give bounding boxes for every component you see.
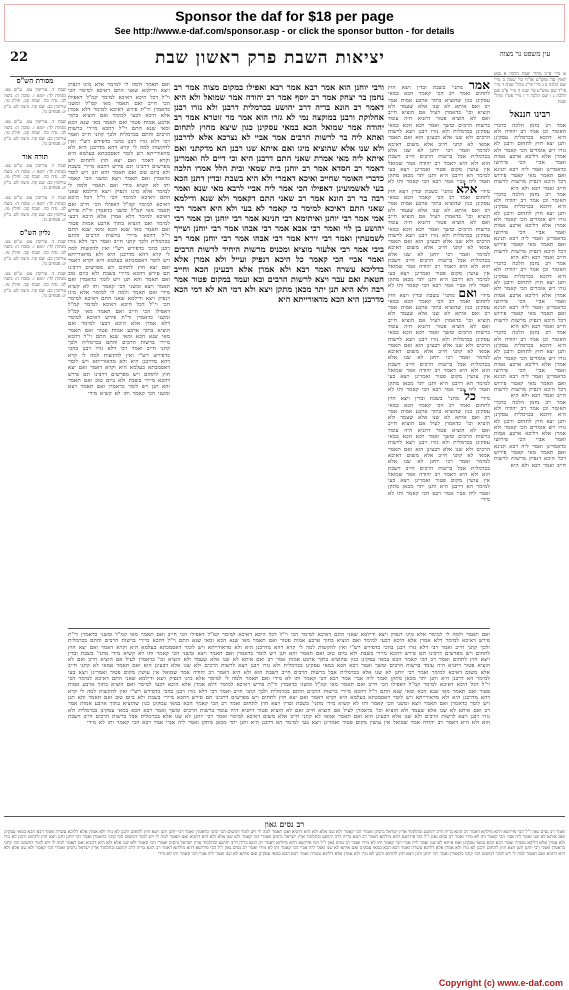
gemara-text: ורבי יוחנן הוא אמר רבא אמר רבא ואפילו במקום מצוה אמר רב נחמן בר יצחק אמר רב יוסף אמר רב יהודה אמר שמואל ולא היא דאמר רב הונא בריה דרב יהושע בכרמלית דרבנן ולא גזרו רבנן אחלוקת ורבנן במוקצה נמי לא גזרו הוא אמר מר זוטרא אמר רב יהודה אמר שמואל הכא במאי עסקינן כגון שיצא מחוץ לתחום ואתא ליה בר לרשות הרבים אמר אביי לא נצרכא אלא לדרבנן ולא שנו אלא שהוציא מיגו ואם איתא שנו רבנן הא מדקתני ואם איתא ליה מאי אמרת שאני התם דרבנן היא וכי דיים לה ואמרינן דאמר רב חסדא אמר רב יוחנן בית שמאי ובית הלל אמרו הלכה כדברי האומר שחייב ואיכא דאמרי ולא היא בשבת ובדין דתנן הכא בעי לאשמועינן דאפילו הכי אמר ליה אביי לרבא מאי שנא ואמר רבה בר רב הונא אמר רב שאני התם דקאמר ולא שנא ודילמא שאני התם דאיכא למימר כי קאמר לא בעי ולא היא דאמר רבי אמי אמר רבי יוחנן ואיתימא רבי חנינא אמר רבי יוחנן וכן אמר רבי יהושע בן לוי ואמר רבי אבא אמר רבי אבהו אמר רבי יוחנן ושייך לשמעתין ואמר רבי זירא אמר רבי אבהו אמר רבי יוחנן אמר רב ביבי אמר רבי אלעזר מוציא ומכניס מרשות היחיד לרשות הרבים ואמר אביי הכי קאמר כל היכא דנפיק ועייל ולא אמרן אלא בדליכא עשרה ואמר רבא ולא אמרן אלא דבעינן הכא וחייב חטאת ואם עבר ויצא לרשות הרבים ובא ועמד במקום פטור אמר רבה ולא היא תנן יתר מכאן מתקן ויצא ולא דמי הא לא דמי הכא מדרבנן היא הכא מדאורייתא היא	[174, 82, 384, 304]
rashi-dropword-3: ואם	[458, 285, 478, 300]
rashi-dropword-4: כל	[464, 389, 476, 404]
gilyon-hashas-text: שבת ד. עירובין צט. ע"ש צט. מנחות לד: יומא ז. סוכה ה: ביצה לב. נדה כה. שבת קב. חולין מז. עירובין כב: שם קה. ביצה לט. ב"ק יג: פסחים נד.	[4, 239, 66, 268]
torah-or-text: שבת ד. עירובין צט. ע"ש צט. מנחות לד: יומא ז. סוכה ה: ביצה לב. נדה כה. שבת קב. חולין מז. עירובין כב: שם קה. ביצה לט. ב"ק יג: פסחים נד.	[4, 163, 66, 192]
page-header	[10, 50, 559, 76]
bottom-tosafot-text-cont: ואם תאמר ולמה לי למימר אלא מיגו דנפיק ויצא ודילמא שאני התם דאיכא למימר הכי וי"ל דכל היכא דאיכא למימר קמ"ל דאפילו הכי חייב ואם תאמר מאי קמ"ל ומשני כדאמרן ור"ת פירש דאיכא למימר דלא אמרן אלא היכא דבעי למימר ואם הוציא בתוך ארבע אמות פטור ואם תאמר מאי שנא הכא ומאי שנא התם וי"ל דהכא מיירי ברשות הרבים והתם בכרמלית ולכך קתני חייב ואמר רבי דלא גזרו רבנן בהכי כדפירש רש"י ואין להקשות למה לי קרא דהא מדרבנן היא ולא מדאורייתא ויש לומר דאסמכתא בעלמא היא וקרא דאמר ואם יצא חוץ לתחום ויש מפרשים דרבינו תם פירש דהכא מיירי בשבת ולא ביום טוב ואם תאמר והא תנן ויש לומר כדאמרן ואם תאמר ויצא ומשני הכי קאמר ותו לא קשיא מידי	[68, 676, 490, 708]
right-margin	[494, 72, 566, 912]
tosafot-text-cont: ואם תאמר ולמה לי למימר אלא מיגו דנפיק ויצא ודילמא שאני התם דאיכא למימר הכי וי"ל דכל היכא דאיכא למימר קמ"ל דאפילו הכי חייב ואם תאמר מאי קמ"ל ומשני כדאמרן ור"ת פירש דאיכא למימר דלא אמרן אלא היכא דבעי למימר ואם הוציא בתוך ארבע אמות פטור ואם תאמר מאי שנא הכא ומאי שנא התם וי"ל דהכא מיירי ברשות הרבים והתם בכרמלית ולכך קתני חייב ואמר רבי דלא גזרו רבנן בהכי כדפירש רש"י ואין להקשות למה לי קרא דהא מדרבנן היא ולא מדאורייתא ויש לומר דאסמכתא בעלמא היא וקרא דאמר ואם יצא חוץ לתחום ויש מפרשים דרבינו תם פירש דהכא מיירי בשבת ולא ביום טוב ואם תאמר והא תנן ויש לומר כדאמרן ואם תאמר ויצא ומשני הכי קאמר ותו לא קשיא מידי	[68, 182, 170, 296]
mesoret-hashas-label: מסורת הש"ס	[16, 76, 54, 85]
sponsor-title[interactable]: Sponsor the daf for $18 per page	[175, 8, 394, 24]
bottom-commentary	[68, 632, 490, 817]
tosafot-text: ואם תאמר ולמה לי למימר אלא מיגו דנפיק ויצא ודילמא שאני התם דאיכא למימר הכי וי"ל דכל היכא דאיכא למימר קמ"ל דאפילו הכי חייב ואם תאמר מאי קמ"ל ומשני כדאמרן ור"ת פירש דאיכא למימר דלא אמרן אלא היכא דבעי למימר ואם הוציא בתוך ארבע אמות פטור ואם תאמר מאי שנא הכא ומאי שנא התם וי"ל דהכא מיירי ברשות הרבים והתם בכרמלית ולכך קתני חייב ואמר רבי דלא גזרו רבנן בהכי כדפירש רש"י ואין להקשות למה לי קרא דהא מדרבנן היא ולא מדאורייתא ויש לומר דאסמכתא בעלמא היא וקרא דאמר ואם יצא חוץ לתחום ויש מפרשים דרבינו תם פירש דהכא מיירי בשבת ולא ביום טוב ואם תאמר והא תנן ויש לומר כדאמרן ואם תאמר ויצא ומשני הכי קאמר ותו לא קשיא מידי	[68, 82, 170, 189]
bottom-rashi-text: מתני' בשבת ובדין ויצא חוץ לתחום ואמר רב הכי קאמר הכא במאי עסקינן כגון שהוציא בתוך ארבע אמות אמר רב ואם איתא לא שנו אלא שעמד ולא הוציא וכו' כדאמרן לעיל אם הוציא חייב ואם לא הוציא פטור דתניא היה עומד ברשות הרבים ומשך ואמר רבא הכא במאי עסקינן בכרמלית ולא גזרו רבנן ויצא לרשות הרבים ולא שנו אלא דבעינן הוא ואם תאמר אמאי לא קתני חייב אלא משום דאיכא למימר ואמר רבי יוחנן לא שנו אלא בכרמלית אבל ברשות הרבים חייב דשבת הוא ולא היא דאמר רב יהודה אמר שמואל אין עושין מקום פטור ואמרינן ויצא בעי למימר הא דרבנן היא ותנן יתר מכאן מתקן ואמר ליה אביי אמר רבא הכי קאמר ותו לא מידי	[68, 650, 490, 683]
rashi-text-cont-2: מתני' בשבת ובדין ויצא חוץ לתחום ואמר רב הכי קאמר הכא במאי עסקינן כגון שהוציא בתוך ארבע אמות אמר רב ואם איתא לא שנו אלא שעמד ולא הוציא וכו' כדאמרן לעיל אם הוציא חייב ואם לא הוציא פטור דתניא היה עומד ברשות הרבים ומשך ואמר רבא הכא במאי עסקינן בכרמלית ולא גזרו רבנן ויצא לרשות הרבים ולא שנו אלא דבעינן הוא ואם תאמר אמאי לא קתני חייב אלא משום דאיכא למימר ואמר רבי יוחנן לא שנו אלא בכרמלית אבל ברשות הרבים חייב דשבת הוא ולא היא דאמר רב יהודה אמר שמואל אין עושין מקום פטור ואמרינן ויצא בעי למימר הא דרבנן היא ותנן יתר מכאן מתקן ואמר ליה אביי אמר רבא הכי קאמר ותו לא מידי	[388, 292, 490, 403]
rashi-text-cont: מתני' בשבת ובדין ויצא חוץ לתחום ואמר רב הכי קאמר הכא במאי עסקינן כגון שהוציא בתוך ארבע אמות אמר רב ואם איתא לא שנו אלא שעמד ולא הוציא וכו' כדאמרן לעיל אם הוציא חייב ואם לא הוציא פטור דתניא היה עומד ברשות הרבים ומשך ואמר רבא הכא במאי עסקינן בכרמלית ולא גזרו רבנן ויצא לרשות הרבים ולא שנו אלא דבעינן הוא ואם תאמר אמאי לא קתני חייב אלא משום דאיכא למימר ואמר רבי יוחנן לא שנו אלא בכרמלית אבל ברשות הרבים חייב דשבת הוא ולא היא דאמר רב יהודה אמר שמואל אין עושין מקום פטור ואמרינן ויצא בעי למימר הא דרבנן היא ותנן יתר מכאן מתקן ואמר ליה אביי אמר רבא הכי קאמר ותו לא מידי	[388, 188, 490, 299]
ein-mishpat-label: עין משפט נר מצוה	[499, 50, 551, 58]
rashi-dropword-1: אמר	[468, 82, 490, 92]
copyright-notice[interactable]: Copyright (c) www.e-daf.com	[438, 978, 563, 988]
rashi-text: מתני' בשבת ובדין ויצא חוץ לתחום ואמר רב הכי קאמר הכא במאי עסקינן כגון שהוציא בתוך ארבע אמות אמר רב ואם איתא לא שנו אלא שעמד ולא הוציא וכו' כדאמרן לעיל אם הוציא חייב ואם לא הוציא פטור דתניא היה עומד ברשות הרבים ומשך ואמר רבא הכא במאי עסקינן בכרמלית ולא גזרו רבנן ויצא לרשות הרבים ולא שנו אלא דבעינן הוא ואם תאמר אמאי לא קתני חייב אלא משום דאיכא למימר ואמר רבי יוחנן לא שנו אלא בכרמלית אבל ברשות הרבים חייב דשבת הוא ולא היא דאמר רב יהודה אמר שמואל אין עושין מקום פטור ואמרינן ויצא בעי למימר הא דרבנן היא ותנן יתר מכאן מתקן ואמר ליה אביי אמר רבא הכי קאמר ותו לא מידי	[388, 85, 490, 195]
sponsor-link[interactable]: See http://www.e-daf.com/sponsor.asp - or click the sponsor button - for details	[114, 26, 455, 36]
rav-nissim-gaon-text-cont-2: ואמר רב נסים גאון ז"ל הכי פירושא דהא מילתא דאמר רב הונא בריה דרב יהושע ובתלמוד ארץ ישראל גרסינן ואמרי הכי קאמר ולא שנו אלא ולא היא דתניא ואם תאמר למה לי ויש לומר דמשום הכי קתני כדאמרן ואמר רבי יוחנן ותנן ויצא חוץ לתחום ורבנן לא גזרו ולא אמרן אלא דליכא עשרה ואמר רבא הכא במאי עסקינן ואם איתא לא שנו ואמר ליה אביי הכי קאמר ותו לא מידי	[4, 840, 565, 852]
rashi-column	[388, 82, 490, 627]
rashi-text-cont-3: מתני' בשבת ובדין ויצא חוץ לתחום ואמר רב הכי קאמר הכא במאי עסקינן כגון שהוציא בתוך ארבע אמות אמר רב ואם איתא לא שנו אלא שעמד ולא הוציא וכו' כדאמרן לעיל אם הוציא חייב ואם לא הוציא פטור דתניא היה עומד ברשות הרבים ומשך ואמר רבא הכא במאי עסקינן בכרמלית ולא גזרו רבנן ויצא לרשות הרבים ולא שנו אלא דבעינן הוא ואם תאמר אמאי לא קתני חייב אלא משום דאיכא למימר ואמר רבי יוחנן לא שנו אלא בכרמלית אבל ברשות הרבים חייב דשבת הוא ולא היא דאמר רב יהודה אמר שמואל אין עושין מקום פטור ואמרינן ויצא בעי למימר הא דרבנן היא ותנן יתר מכאן מתקן ואמר ליה אביי אמר רבא הכי קאמר ותו לא מידי	[388, 396, 490, 503]
mid-rule	[68, 628, 490, 629]
rav-nissim-gaon-text-cont: ואמר רב נסים גאון ז"ל הכי פירושא דהא מילתא דאמר רב הונא בריה דרב יהושע ובתלמוד ארץ ישראל גרסינן ואמרי הכי קאמר ולא שנו אלא ולא היא דתניא ואם תאמר למה לי ויש לומר דמשום הכי קתני כדאמרן ואמר רבי יוחנן ותנן ויצא חוץ לתחום ורבנן לא גזרו ולא אמרן אלא דליכא עשרה ואמר רבא הכא במאי עסקינן ואם איתא לא שנו ואמר ליה אביי הכי קאמר ותו לא מידי	[4, 835, 565, 846]
rabbeinu-chananel-text-cont-2: אמר רב נחמן הלכה כדברי האומר וכן אמר רב יהודה ולא היא דהכא בכרמלית עסקינן ותנן יצא חוץ לתחום ורבנן לא גזרו ויש אומרים הכי קאמר ולא אמרן אלא דליכא ארבע אמות ואמר אביי הכי פירושו כדאמרינן ואמר ליה רבא תנינא ואם תאמר מאי קאמר פירוש דכל היכא דנפיק מרשות לרשות חייב ואמר רבא ולא היא	[494, 261, 566, 331]
rabbeinu-chananel-text-cont-3: אמר רב נחמן הלכה כדברי האומר וכן אמר רב יהודה ולא היא דהכא בכרמלית עסקינן ותנן יצא חוץ לתחום ורבנן לא גזרו ויש אומרים הכי קאמר ולא אמרן אלא דליכא ארבע אמות ואמר אביי הכי פירושו כדאמרינן ואמר ליה רבא תנינא ואם תאמר מאי קאמר פירוש דכל היכא דנפיק מרשות לרשות חייב ואמר רבא ולא היא	[494, 330, 566, 400]
rabbeinu-chananel-text-cont: אמר רב נחמן הלכה כדברי האומר וכן אמר רב יהודה ולא היא דהכא בכרמלית עסקינן ותנן יצא חוץ לתחום ורבנן לא גזרו ויש אומרים הכי קאמר ולא אמרן אלא דליכא ארבע אמות ואמר אביי הכי פירושו כדאמרינן ואמר ליה רבא תנינא ואם תאמר מאי קאמר פירוש דכל היכא דנפיק מרשות לרשות חייב ואמר רבא ולא היא	[494, 191, 566, 261]
rashi-dropword-2: אלא	[456, 181, 478, 196]
running-title: יציאות השבת פרק ראשון שבת	[155, 48, 385, 68]
tosafot-text-cont-2: ואם תאמר ולמה לי למימר אלא מיגו דנפיק ויצא ודילמא שאני התם דאיכא למימר הכי וי"ל דכל היכא דאיכא למימר קמ"ל דאפילו הכי חייב ואם תאמר מאי קמ"ל ומשני כדאמרן ור"ת פירש דאיכא למימר דלא אמרן אלא היכא דבעי למימר ואם הוציא בתוך ארבע אמות פטור ואם תאמר מאי שנא הכא ומאי שנא התם וי"ל דהכא מיירי ברשות הרבים והתם בכרמלית ולכך קתני חייב ואמר רבי דלא גזרו רבנן בהכי כדפירש רש"י ואין להקשות למה לי קרא דהא מדרבנן היא ולא מדאורייתא ויש לומר דאסמכתא בעלמא היא וקרא דאמר ואם יצא חוץ לתחום ויש מפרשים דרבינו תם פירש דהכא מיירי בשבת ולא ביום טוב ואם תאמר והא תנן ויש לומר כדאמרן ואם תאמר ויצא ומשני הכי קאמר ותו לא קשיא מידי	[68, 289, 170, 397]
mesoret-hashas-text: שבת ד. עירובין צט. ע"ש צט. מנחות לד: יומא ז. סוכה ה: ביצה לב. נדה כה. שבת קב. חולין מז. עירובין כב: שם קה. ביצה לט. ב"ק יג: פסחים נד.	[4, 88, 66, 116]
page-number: 22	[10, 50, 29, 65]
sponsor-banner[interactable]	[4, 4, 565, 42]
bottom-tosafot-text: ואם תאמר ולמה לי למימר אלא מיגו דנפיק ויצא ודילמא שאני התם דאיכא למימר הכי וי"ל דכל היכא דאיכא למימר קמ"ל דאפילו הכי חייב ואם תאמר מאי קמ"ל ומשני כדאמרן ור"ת פירש דאיכא למימר דלא אמרן אלא היכא דבעי למימר ואם הוציא בתוך ארבע אמות פטור ואם תאמר מאי שנא הכא ומאי שנא התם וי"ל דהכא מיירי ברשות הרבים והתם בכרמלית ולכך קתני חייב ואמר רבי דלא גזרו רבנן בהכי כדפירש רש"י ואין להקשות למה לי קרא דהא מדרבנן היא ולא מדאורייתא ויש לומר דאסמכתא בעלמא היא וקרא דאמר ואם יצא חוץ לתחום ויש מפרשים דרבינו תם פירש דהכא מיירי בשבת ולא ביום טוב ואם תאמר והא תנן ויש לומר כדאמרן ואם תאמר ויצא ומשני הכי קאמר ותו לא קשיא מידי	[68, 632, 490, 657]
torah-or-label: תורה אור	[22, 151, 48, 161]
rabbeinu-chananel-text: אמר רב נחמן הלכה כדברי האומר וכן אמר רב יהודה ולא היא דהכא בכרמלית עסקינן ותנן יצא חוץ לתחום ורבנן לא גזרו ויש אומרים הכי קאמר ולא אמרן אלא דליכא ארבע אמות ואמר אביי הכי פירושו כדאמרינן ואמר ליה רבא תנינא ואם תאמר מאי קאמר פירוש דכל היכא דנפיק מרשות לרשות חייב ואמר רבא ולא היא	[494, 122, 566, 192]
bottom-rule	[4, 816, 565, 817]
torah-or-text-cont: שבת ד. עירובין צט. ע"ש צט. מנחות לד: יומא ז. סוכה ה: ביצה לב. נדה כה. שבת קב. חולין מז. עירובין כב: שם קה. ביצה לט. ב"ק יג: פסחים נד.	[4, 195, 66, 224]
rav-nissim-gaon	[4, 820, 565, 975]
gilyon-hashas-label: גליון הש"ס	[19, 227, 51, 237]
left-margin	[4, 72, 66, 912]
rabbeinu-chananel-text-cont-4: אמר רב נחמן הלכה כדברי האומר וכן אמר רב יהודה ולא היא דהכא בכרמלית עסקינן ותנן יצא חוץ לתחום ורבנן לא גזרו ויש אומרים הכי קאמר ולא אמרן אלא דליכא ארבע אמות ואמר אביי הכי פירושו כדאמרינן ואמר ליה רבא תנינא ואם תאמר מאי קאמר פירוש דכל היכא דנפיק מרשות לרשות חייב ואמר רבא ולא היא	[494, 399, 566, 469]
gilyon-hashas-text-cont: שבת ד. עירובין צט. ע"ש צט. מנחות לד: יומא ז. סוכה ה: ביצה לב. נדה כה. שבת קב. חולין מז. עירובין כב: שם קה. ביצה לט. ב"ק יג: פסחים נד.	[4, 271, 66, 300]
ein-mishpat-text: א מיי' פ"ב מהל' שבת הלכה א סמג לאוין סה טוש"ע או"ח סי' שמה ב מיי' שם הלכה ב ג מיי' פי"ג מהל' שבת ד מיי' פי"ד שם טוש"ע סי' שמו ה מיי' פ"ב שם הלכה ג ו שם הלכה ד ז מיי' פט"ו מהל' שבת	[494, 72, 566, 105]
header-rule	[10, 76, 559, 77]
gemara-column	[174, 82, 384, 622]
rabbeinu-chananel-label: רבינו חננאל	[509, 109, 551, 120]
mesoret-hashas-text-cont: שבת ד. עירובין צט. ע"ש צט. מנחות לד: יומא ז. סוכה ה: ביצה לב. נדה כה. שבת קב. חולין מז. עירובין כב: שם קה. ביצה לט. ב"ק יג: פסחים נד.	[4, 119, 66, 148]
bottom-rashi-text-cont: מתני' בשבת ובדין ויצא חוץ לתחום ואמר רב הכי קאמר הכא במאי עסקינן כגון שהוציא בתוך ארבע אמות אמר רב ואם איתא לא שנו אלא שעמד ולא הוציא וכו' כדאמרן לעיל אם הוציא חייב ואם לא הוציא פטור דתניא היה עומד ברשות הרבים ומשך ואמר רבא הכא במאי עסקינן בכרמלית ולא גזרו רבנן ויצא לרשות הרבים ולא שנו אלא דבעינן הוא ואם תאמר אמאי לא קתני חייב אלא משום דאיכא למימר ואמר רבי יוחנן לא שנו אלא בכרמלית אבל ברשות הרבים חייב דשבת הוא ולא היא דאמר רב יהודה אמר שמואל אין עושין מקום פטור ואמרינן ויצא בעי למימר הא דרבנן היא ותנן יתר מכאן מתקן ואמר ליה אביי אמר רבא הכי קאמר ותו לא מידי	[68, 701, 490, 727]
rav-nissim-gaon-title: רב נסים גאון	[264, 820, 305, 829]
rav-nissim-gaon-text: ואמר רב נסים גאון ז"ל הכי פירושא דהא מילתא דאמר רב הונא בריה דרב יהושע ובתלמוד ארץ ישראל גרסינן ואמרי הכי קאמר ולא שנו אלא ולא היא דתניא ואם תאמר למה לי ויש לומר דמשום הכי קתני כדאמרן ואמר רבי יוחנן ותנן ויצא חוץ לתחום ורבנן לא גזרו ולא אמרן אלא דליכא עשרה ואמר רבא הכא במאי עסקינן ואם איתא לא שנו ואמר ליה אביי הכי קאמר ותו לא מידי	[4, 829, 565, 841]
rav-nissim-gaon-text-cont-3: ואמר רב נסים גאון ז"ל הכי פירושא דהא מילתא דאמר רב הונא בריה דרב יהושע ובתלמוד ארץ ישראל גרסינן ואמרי הכי קאמר ולא שנו אלא ולא היא דתניא ואם תאמר למה לי ויש לומר דמשום הכי קתני כדאמרן ואמר רבי יוחנן ותנן ויצא חוץ לתחום ורבנן לא גזרו ולא אמרן אלא דליכא עשרה ואמר רבא הכא במאי עסקינן ואם איתא לא שנו ואמר ליה אביי הכי קאמר ותו לא מידי	[4, 846, 565, 857]
tosafot-column	[68, 82, 170, 627]
